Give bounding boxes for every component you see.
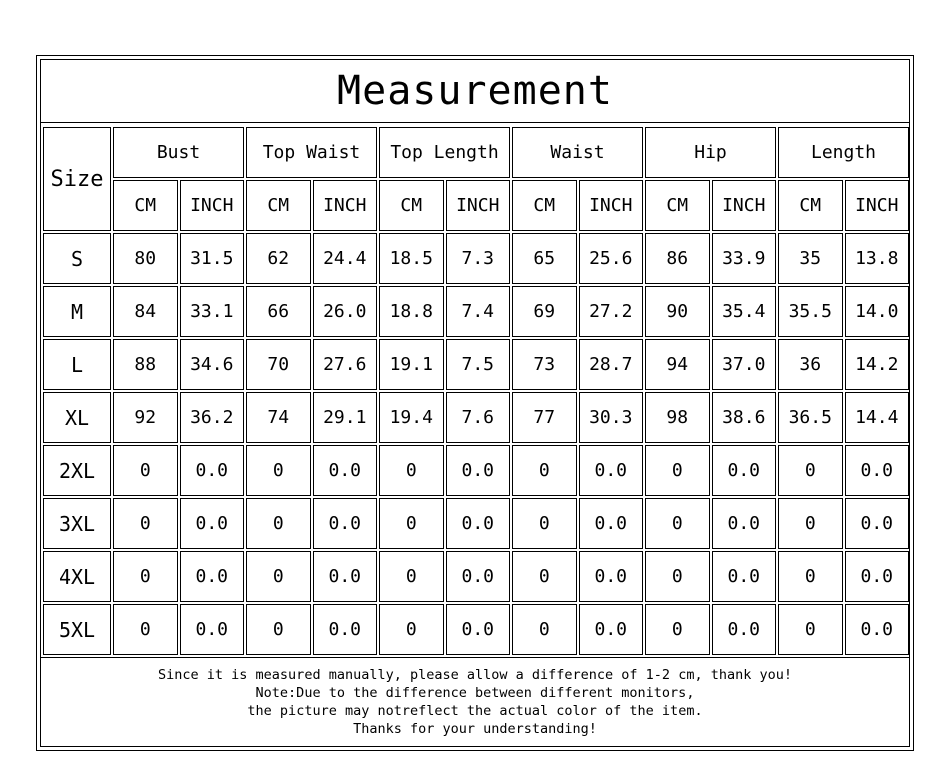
note-line: Note:Due to the difference between different monitors, xyxy=(255,685,695,701)
measurement-cell: 0.0 xyxy=(845,604,910,655)
measurement-cell: 70 xyxy=(246,339,311,390)
measurement-cell: 94 xyxy=(645,339,710,390)
measurement-cell: 0 xyxy=(113,445,178,496)
measurement-cell: 0.0 xyxy=(845,445,910,496)
measurement-cell: 0 xyxy=(246,604,311,655)
measurement-cell: 18.5 xyxy=(379,233,444,284)
measurement-cell: 0.0 xyxy=(579,551,644,602)
size-label-cell: 3XL xyxy=(43,498,111,549)
group-header-hip: Hip xyxy=(645,127,776,178)
measurement-cell: 13.8 xyxy=(845,233,910,284)
measurement-cell: 62 xyxy=(246,233,311,284)
measurement-cell: 0.0 xyxy=(313,551,378,602)
group-header-top-waist: Top Waist xyxy=(246,127,377,178)
measurement-cell: 18.8 xyxy=(379,286,444,337)
measurement-cell: 0 xyxy=(379,551,444,602)
size-label-cell: 2XL xyxy=(43,445,111,496)
table-row xyxy=(43,498,909,549)
measurement-cell: 28.7 xyxy=(579,339,644,390)
measurement-cell: 0 xyxy=(246,445,311,496)
measurement-cell: 0.0 xyxy=(313,445,378,496)
measurement-cell: 74 xyxy=(246,392,311,443)
measurement-cell: 0 xyxy=(512,498,577,549)
measurement-cell: 0 xyxy=(246,498,311,549)
measurement-cell: 88 xyxy=(113,339,178,390)
measurement-cell: 92 xyxy=(113,392,178,443)
unit-header: INCH xyxy=(313,180,378,231)
measurement-cell: 0.0 xyxy=(180,551,245,602)
measurement-cell: 0.0 xyxy=(712,445,777,496)
measurement-cell: 19.4 xyxy=(379,392,444,443)
unit-header: INCH xyxy=(712,180,777,231)
measurement-cell: 14.4 xyxy=(845,392,910,443)
group-header-length: Length xyxy=(778,127,909,178)
unit-header: CM xyxy=(113,180,178,231)
group-header-waist: Waist xyxy=(512,127,643,178)
measurement-cell: 0.0 xyxy=(712,604,777,655)
measurement-cell: 0.0 xyxy=(712,551,777,602)
unit-header: INCH xyxy=(446,180,511,231)
measurement-cell: 0.0 xyxy=(180,498,245,549)
measurement-cell: 0.0 xyxy=(180,604,245,655)
measurement-cell: 0.0 xyxy=(313,604,378,655)
measurement-cell: 66 xyxy=(246,286,311,337)
measurement-cell: 0 xyxy=(778,604,843,655)
measurement-cell: 90 xyxy=(645,286,710,337)
measurement-cell: 73 xyxy=(512,339,577,390)
table-row xyxy=(43,604,909,655)
measurement-cell: 35 xyxy=(778,233,843,284)
size-label-cell: M xyxy=(43,286,111,337)
measurement-cell: 0.0 xyxy=(579,604,644,655)
table-row xyxy=(43,286,909,337)
table-row xyxy=(43,445,909,496)
measurement-cell: 0 xyxy=(645,604,710,655)
measurement-cell: 0.0 xyxy=(712,498,777,549)
measurement-cell: 7.5 xyxy=(446,339,511,390)
measurement-cell: 0 xyxy=(246,551,311,602)
size-label-cell: S xyxy=(43,233,111,284)
measurement-cell: 0.0 xyxy=(446,445,511,496)
group-header-bust: Bust xyxy=(113,127,244,178)
measurement-cell: 36.5 xyxy=(778,392,843,443)
measurement-cell: 14.0 xyxy=(845,286,910,337)
measurement-cell: 37.0 xyxy=(712,339,777,390)
measurement-cell: 35.5 xyxy=(778,286,843,337)
measurement-cell: 0 xyxy=(645,498,710,549)
table-body xyxy=(43,233,909,655)
measurement-cell: 0 xyxy=(778,551,843,602)
table-row xyxy=(43,551,909,602)
measurement-cell: 25.6 xyxy=(579,233,644,284)
unit-header: CM xyxy=(512,180,577,231)
measurement-cell: 29.1 xyxy=(313,392,378,443)
size-column-header: Size xyxy=(43,127,111,231)
measurement-cell: 0.0 xyxy=(845,551,910,602)
measurement-cell: 77 xyxy=(512,392,577,443)
measurement-cell: 84 xyxy=(113,286,178,337)
size-label-cell: L xyxy=(43,339,111,390)
unit-header: CM xyxy=(778,180,843,231)
measurement-cell: 24.4 xyxy=(313,233,378,284)
note-line: Since it is measured manually, please allow a difference of 1-2 cm, thank you! xyxy=(158,667,792,683)
table-row xyxy=(43,233,909,284)
measurement-cell: 0.0 xyxy=(579,445,644,496)
measurement-cell: 38.6 xyxy=(712,392,777,443)
chart-title: Measurement xyxy=(41,60,909,123)
measurement-cell: 36.2 xyxy=(180,392,245,443)
measurement-cell: 7.4 xyxy=(446,286,511,337)
unit-header: CM xyxy=(379,180,444,231)
measurement-cell: 14.2 xyxy=(845,339,910,390)
measurement-cell: 36 xyxy=(778,339,843,390)
table-row xyxy=(43,392,909,443)
group-header-row xyxy=(43,127,909,178)
size-label-cell: 4XL xyxy=(43,551,111,602)
measurement-cell: 31.5 xyxy=(180,233,245,284)
measurement-cell: 0.0 xyxy=(579,498,644,549)
measurement-cell: 0 xyxy=(113,604,178,655)
measurement-cell: 0 xyxy=(113,498,178,549)
table-row xyxy=(43,339,909,390)
measurement-cell: 33.1 xyxy=(180,286,245,337)
note-line: the picture may notreflect the actual color of the item. xyxy=(247,703,703,719)
measurement-cell: 0 xyxy=(645,445,710,496)
note-line: Thanks for your understanding! xyxy=(353,721,597,737)
measurement-cell: 0.0 xyxy=(180,445,245,496)
measurement-cell: 65 xyxy=(512,233,577,284)
unit-header-row xyxy=(43,180,909,231)
measurement-cell: 35.4 xyxy=(712,286,777,337)
measurement-cell: 80 xyxy=(113,233,178,284)
size-chart-inner xyxy=(40,59,910,747)
measurement-cell: 7.3 xyxy=(446,233,511,284)
measurement-cell: 33.9 xyxy=(712,233,777,284)
measurement-cell: 86 xyxy=(645,233,710,284)
measurement-cell: 0 xyxy=(512,445,577,496)
measurement-cell: 19.1 xyxy=(379,339,444,390)
measurement-cell: 30.3 xyxy=(579,392,644,443)
measurement-cell: 0 xyxy=(778,445,843,496)
size-chart-frame xyxy=(36,55,914,751)
measurement-cell: 69 xyxy=(512,286,577,337)
measurement-cell: 27.6 xyxy=(313,339,378,390)
measurement-cell: 0.0 xyxy=(446,604,511,655)
measurement-cell: 0.0 xyxy=(845,498,910,549)
measurement-cell: 0.0 xyxy=(313,498,378,549)
measurement-cell: 0 xyxy=(645,551,710,602)
table-header xyxy=(43,127,909,231)
measurement-cell: 7.6 xyxy=(446,392,511,443)
measurement-cell: 0 xyxy=(379,445,444,496)
measurement-cell: 26.0 xyxy=(313,286,378,337)
size-label-cell: XL xyxy=(43,392,111,443)
measurement-cell: 0 xyxy=(778,498,843,549)
measurement-cell: 0 xyxy=(379,604,444,655)
notes-box xyxy=(41,657,909,746)
unit-header: CM xyxy=(645,180,710,231)
unit-header: INCH xyxy=(579,180,644,231)
measurement-cell: 0 xyxy=(113,551,178,602)
measurement-cell: 0.0 xyxy=(446,551,511,602)
measurement-cell: 0 xyxy=(512,551,577,602)
measurement-cell: 34.6 xyxy=(180,339,245,390)
measurement-cell: 0 xyxy=(379,498,444,549)
measurement-cell: 98 xyxy=(645,392,710,443)
measurement-cell: 27.2 xyxy=(579,286,644,337)
group-header-top-length: Top Length xyxy=(379,127,510,178)
size-table xyxy=(41,125,911,657)
unit-header: INCH xyxy=(845,180,910,231)
measurement-cell: 0 xyxy=(512,604,577,655)
measurement-cell: 0.0 xyxy=(446,498,511,549)
unit-header: INCH xyxy=(180,180,245,231)
size-label-cell: 5XL xyxy=(43,604,111,655)
unit-header: CM xyxy=(246,180,311,231)
